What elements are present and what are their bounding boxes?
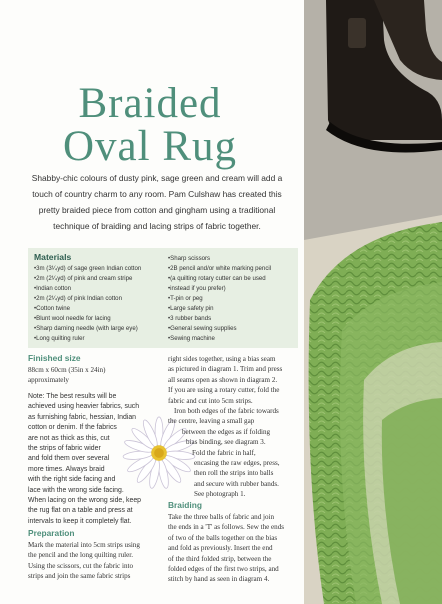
note-line: cotton or denim. If the fabrics <box>28 424 117 432</box>
title-line-2: Oval Rug <box>62 123 238 170</box>
materials-box <box>28 248 298 348</box>
finished-size-line: approximately <box>28 376 69 385</box>
materials-list-right <box>168 254 271 344</box>
instruction-line: If you are using a rotary cutter, fold the <box>168 386 280 395</box>
braiding-line: of the third folded strip, between the <box>168 554 272 563</box>
instruction-line: Fold the fabric in half, <box>192 448 256 457</box>
list-item: • 2m (2¹⁄₄yd) of pink and cream stripe <box>34 274 141 284</box>
instruction-line: bias binding, see diagram 3. <box>186 438 266 447</box>
note-line: and fold them over several <box>28 455 110 463</box>
list-item: • T-pin or peg <box>168 294 271 304</box>
list-item: • 3m (3¹⁄₄yd) of sage green Indian cotton <box>34 264 141 274</box>
list-item: • Blunt wool needle for lacing <box>34 314 141 324</box>
finished-size-text <box>28 365 148 386</box>
list-item: • Sharp scissors <box>168 254 271 264</box>
note-line: are not as thick as this, cut <box>28 434 110 442</box>
list-item: • 2m (2¹⁄₄yd) of pink Indian cotton <box>34 294 141 304</box>
braiding-heading: Braiding <box>168 500 202 510</box>
preparation-line: the pencil and the long quilting ruler. <box>28 551 134 560</box>
braiding-line: folded edges of the first two strips, and <box>168 565 279 574</box>
note-line: as furnishing fabric, hessian, Indian <box>28 413 137 421</box>
instruction-line: See photograph 1. <box>194 490 246 499</box>
braiding-line: stitch by hand as seen in diagram 4. <box>168 575 270 584</box>
finished-size-heading: Finished size <box>28 353 81 363</box>
intro-paragraph: Shabby-chic colours of dusty pink, sage green and cream will add a touch of country charm to any room. Pam Culshaw has created this pretty braided piece from cotton and gingham using a traditional technique of braiding and lacing strips of fabric together. <box>31 173 283 231</box>
preparation-text <box>28 540 156 582</box>
note-line: achieved using heavier fabrics, such <box>28 403 140 411</box>
braiding-line: and fold as previously. Insert the end <box>168 544 273 553</box>
braiding-text <box>168 512 302 585</box>
braiding-line: Take the three balls of fabric and join <box>168 513 275 521</box>
materials-heading: Materials <box>34 252 72 262</box>
note-line: with the right side facing and <box>28 476 116 484</box>
list-item: • 2B pencil and/or white marking pencil <box>168 264 271 274</box>
title-line-1: Braided <box>78 80 222 127</box>
instructions-right-column <box>168 354 302 500</box>
instruction-line: all seams open as shown in diagram 2. <box>168 375 278 384</box>
note-line: more times. Always braid <box>28 465 105 473</box>
rug-photo <box>304 0 442 604</box>
list-item: • Indian cotton <box>34 284 141 294</box>
list-item: • General sewing supplies <box>168 324 271 334</box>
instruction-line: right sides together, using a bias seam <box>168 355 276 363</box>
note-line: Note: The best results will be <box>28 393 117 400</box>
note-line: intervals to keep it completely flat. <box>28 517 132 525</box>
braiding-line: the ends in a 'T' as follows. Sew the ends <box>168 523 285 532</box>
braiding-line: of two of the balls together on the bias <box>168 533 278 542</box>
preparation-line: Using the scissors, cut the fabric into <box>28 561 134 570</box>
list-item: • Sewing machine <box>168 334 271 344</box>
list-item: • 3 rubber bands <box>168 314 271 324</box>
instruction-line: between the edges as if folding <box>182 427 271 436</box>
materials-list-left <box>34 264 141 344</box>
list-item: • Sharp darning needle (with large eye) <box>34 324 141 334</box>
instruction-line: fabric and cut into 5cm strips. <box>168 396 253 405</box>
note-line: the strips of fabric wider <box>28 445 101 453</box>
list-item: • Cotton twine <box>34 304 141 314</box>
instruction-line: the centre, leaving a small gap <box>168 417 255 426</box>
note-line: When lacing on the wrong side, keep <box>28 497 141 505</box>
instruction-line: and secure with rubber bands. <box>194 479 279 488</box>
list-item: • instead if you prefer) <box>168 284 271 294</box>
note-line: lace with the wrong side facing. <box>28 486 124 494</box>
list-item: • Large safety pin <box>168 304 271 314</box>
instruction-line: as pictured in diagram 1. Trim and press <box>168 365 283 374</box>
preparation-line: Mark the material into 5cm strips using <box>28 541 140 549</box>
instruction-line: encasing the raw edges, press, <box>194 459 280 468</box>
preparation-heading: Preparation <box>28 528 75 538</box>
list-item: • (a quilting rotary cutter can be used <box>168 274 271 284</box>
finished-size-line: 88cm x 60cm (35in x 24in) <box>28 366 106 374</box>
instruction-line: then roll the strips into balls <box>194 469 274 478</box>
list-item: • Long quilting ruler <box>34 334 141 344</box>
note-line: the rug flat on a table and press at <box>28 507 133 515</box>
preparation-line: strips and join the same fabric strips <box>28 572 131 581</box>
instruction-line: Iron both edges of the fabric towards <box>174 407 279 416</box>
